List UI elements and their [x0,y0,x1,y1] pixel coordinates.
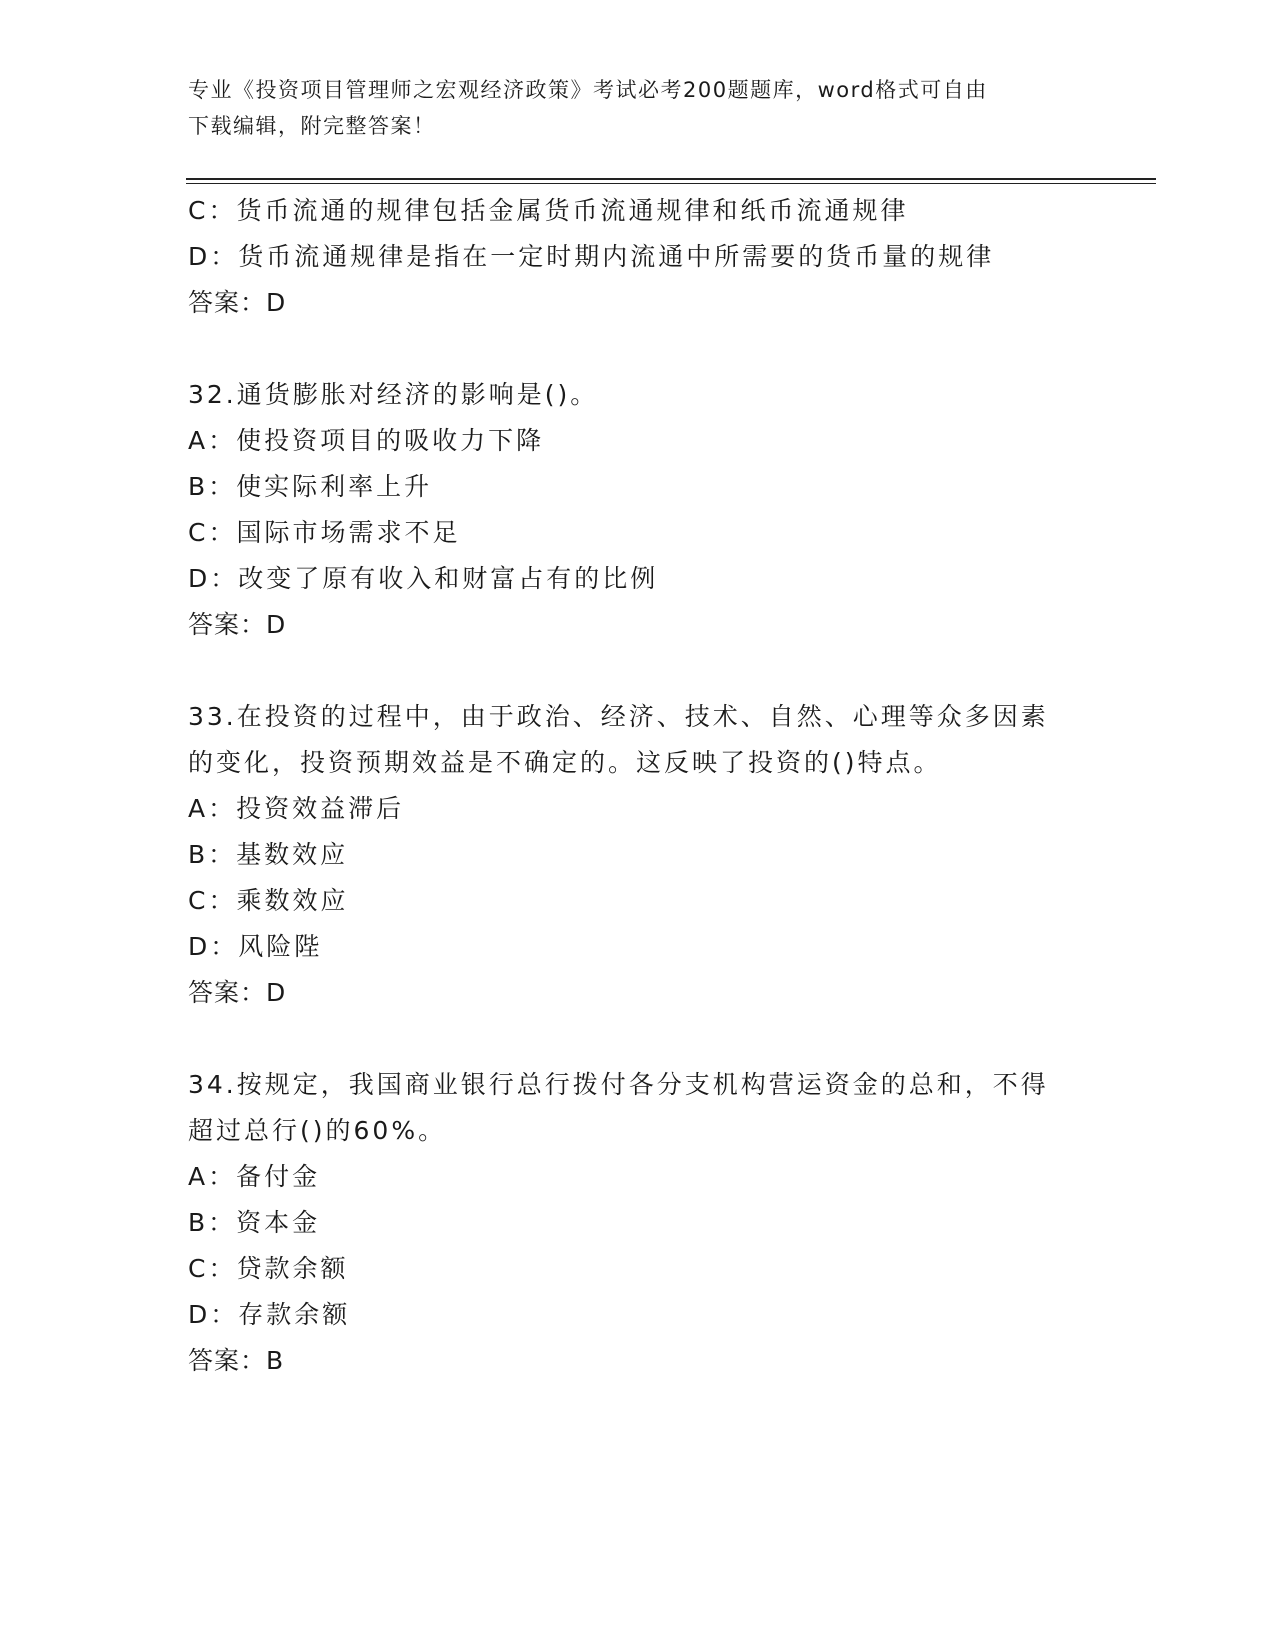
spacer [188,1016,1088,1062]
header-divider-thin [186,183,1156,184]
question-34 [188,1062,1088,1384]
option-d: D：货币流通规律是指在一定时期内流通中所需要的货币量的规律 [188,242,995,271]
option-c: C：国际市场需求不足 [188,518,461,547]
option-d: D：风险陛 [188,932,323,961]
option-b: B：资本金 [188,1208,321,1237]
option-d: D：存款余额 [188,1300,351,1329]
header-divider-thick [186,178,1156,180]
document-header [188,72,1088,144]
option-b: B：基数效应 [188,840,349,869]
question-33 [188,694,1088,1016]
option-a: A：备付金 [188,1162,321,1191]
question-stem-line1: 33.在投资的过程中，由于政治、经济、技术、自然、心理等众多因素 [188,702,1049,731]
answer-line: 答案：D [188,978,287,1007]
option-d: D：改变了原有收入和财富占有的比例 [188,564,659,593]
option-c: C：货币流通的规律包括金属货币流通规律和纸币流通规律 [188,196,909,225]
spacer [188,326,1088,372]
question-list [188,188,1088,1384]
answer-line: 答案：B [188,1346,285,1375]
option-a: A：使投资项目的吸收力下降 [188,426,545,455]
option-c: C：乘数效应 [188,886,349,915]
answer-line: 答案：D [188,610,287,639]
question-stem-line2: 的变化，投资预期效益是不确定的。这反映了投资的()特点。 [188,748,942,777]
question-stem-line1: 34.按规定，我国商业银行总行拨付各分支机构营运资金的总和，不得 [188,1070,1049,1099]
option-a: A：投资效益滞后 [188,794,405,823]
header-title-line2: 下载编辑，附完整答案！ [188,114,436,138]
header-title-line1: 专业《投资项目管理师之宏观经济政策》考试必考200题题库，word格式可自由 [188,78,988,102]
spacer [188,648,1088,694]
option-b: B：使实际利率上升 [188,472,433,501]
previous-question-tail [188,188,1088,326]
answer-line: 答案：D [188,288,287,317]
question-32 [188,372,1088,648]
option-c: C：贷款余额 [188,1254,349,1283]
question-stem-line2: 超过总行()的60%。 [188,1116,447,1145]
question-stem: 32.通货膨胀对经济的影响是()。 [188,380,599,409]
